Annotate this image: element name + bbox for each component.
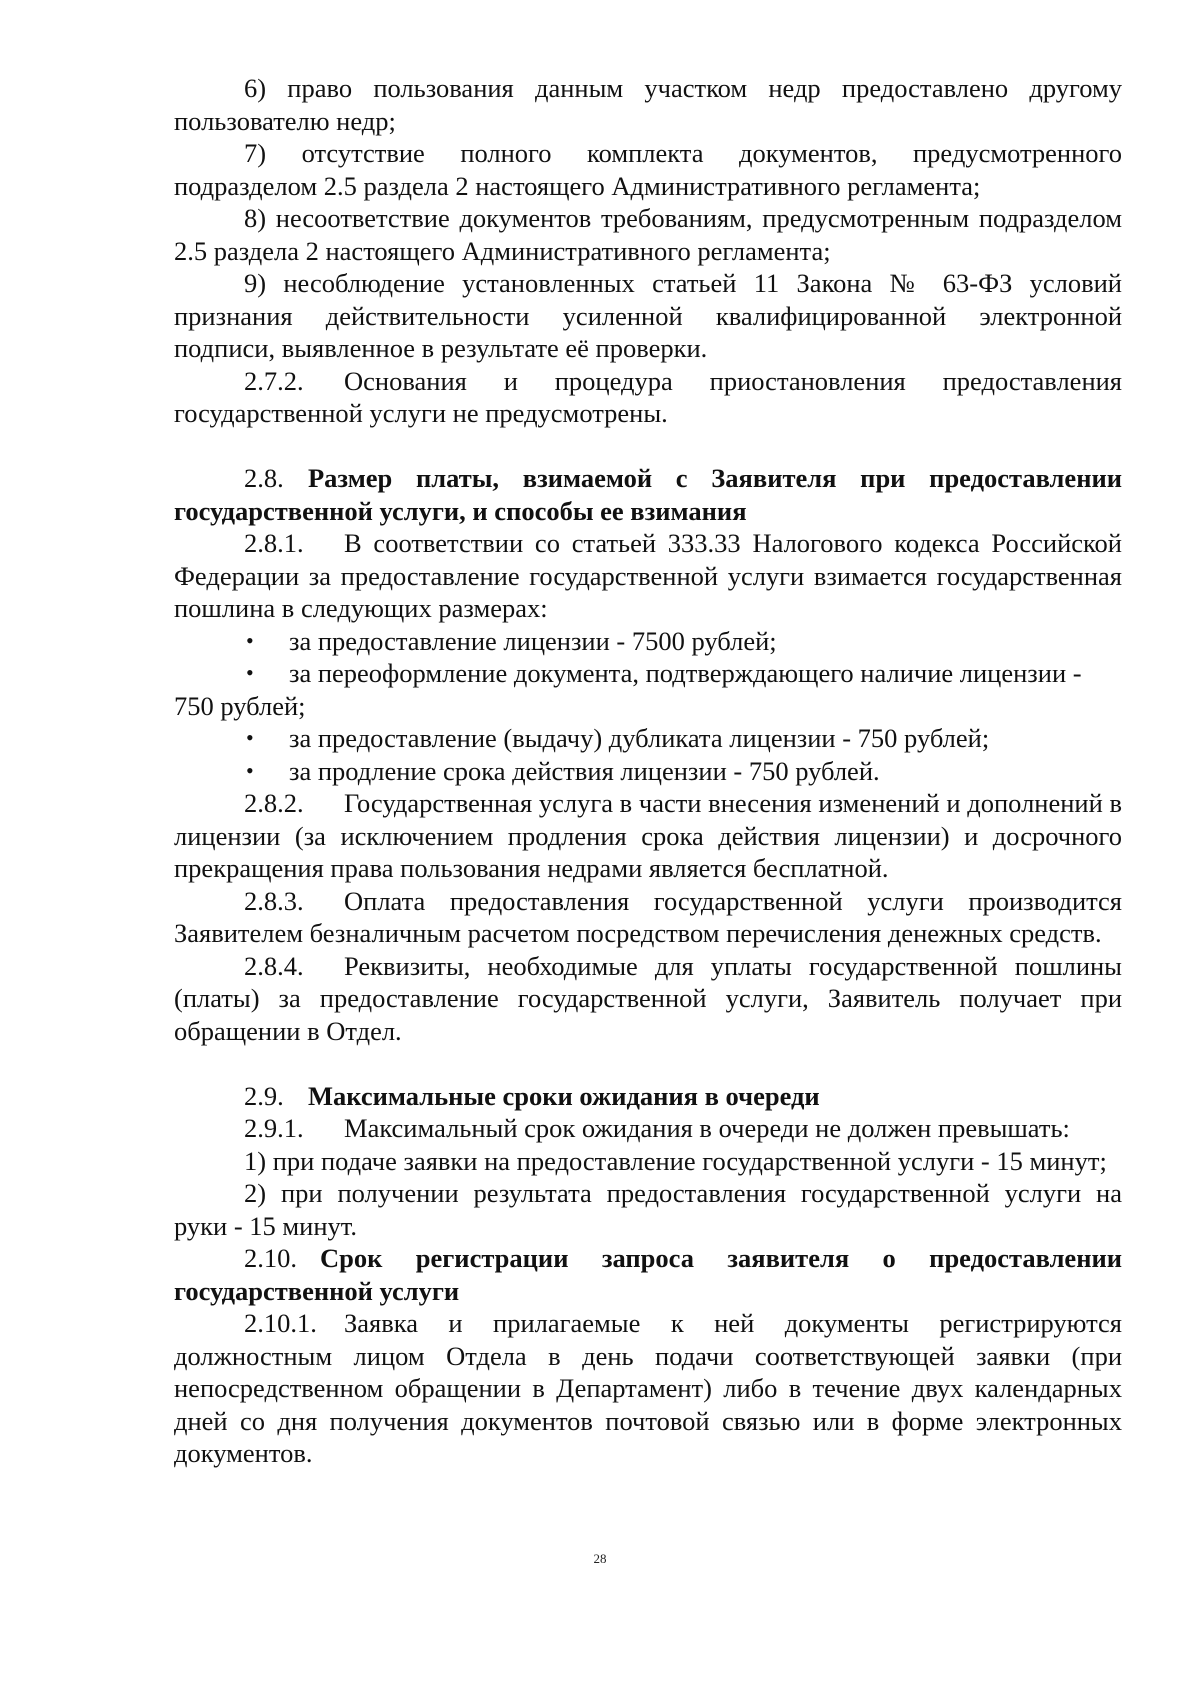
clause-number: 2.10.1. [244,1308,317,1338]
clause-text: Государственная услуга в части внесения изменений и дополнений в лицензии (за исключением продления срока действия лицензии) и досрочного прекращения права пользования недрами является бесплатной. [174,788,1122,883]
paragraph-item-8: 8) несоответствие документов требованиям, предусмотренным подразделом 2.5 раздела 2 настоящего Административного регламента; [174,203,1122,266]
paragraph-item-6: 6) право пользования данным участком недр предоставлено другому пользователю недр; [174,73,1122,136]
fee-list-item [174,657,1122,722]
clause-text: Максимальный срок ожидания в очереди не должен превышать: [344,1113,1070,1143]
fee-list-item [174,625,1122,658]
bullet-icon: • [246,627,254,653]
bullet-icon: • [246,725,254,750]
clause-number: 2.8.4. [244,950,304,981]
paragraph-item-7: 7) отсутствие полного комплекта документов, предусмотренного подразделом 2.5 раздела 2 настоящего Административного регламента; [174,138,1122,201]
paragraph-2-9-1-item-2: 2) при получении результата предоставления государственной услуги на руки - 15 минут. [174,1178,1122,1241]
paragraph-2-9-1 [174,1112,1122,1145]
list-item-text: за предоставление лицензии - 7500 рублей; [289,625,777,656]
clause-text: Оплата предоставления государственной услуги производится Заявителем безналичным расчетом посредством перечисления денежных средств. [174,885,1122,948]
document-page [174,72,1122,1470]
section-number: 2.9. [244,1080,284,1111]
page-number: 28 [593,1551,607,1566]
section-heading-2-9 [174,1080,1122,1113]
clause-text: Основания и процедура приостановления предоставления государственной услуги не предусмотрены. [174,365,1122,428]
section-number: 2.10. [244,1243,297,1273]
clause-number: 2.9.1. [244,1113,304,1143]
section-title: Срок регистрации запроса заявителя о предоставлении государственной услуги [174,1243,1122,1306]
section-title: Размер платы, взимаемой с Заявителя при предоставлении государственной услуги, и способы ее взимания [174,463,1122,526]
paragraph-2-8-4 [174,950,1122,1048]
clause-number: 2.8.2. [244,788,304,818]
paragraph-2-8-1 [174,527,1122,625]
section-title: Максимальные сроки ожидания в очереди [308,1080,820,1111]
paragraph-item-9: 9) несоблюдение установленных статьей 11 Закона № 63-ФЗ условий признания действительности усиленной квалифицированной электронной подписи, выявленное в результате её проверки. [174,268,1122,363]
section-heading-2-8 [174,462,1122,527]
fee-list-item [174,722,1122,755]
clause-text: Реквизиты, необходимые для уплаты государственной пошлины (платы) за предоставление государственной услуги, Заявитель получает при обращении в Отдел. [174,950,1122,1046]
clause-text: В соответствии со статьей 333.33 Налогового кодекса Российской Федерации за предоставление государственной услуги взимается государственная пошлина в следующих размерах: [174,528,1122,623]
paragraph-2-8-2 [174,787,1122,885]
paragraph-2-9-1-item-1: 1) при подаче заявки на предоставление государственной услуги - 15 минут; [244,1145,1107,1176]
section-gap [174,430,1122,463]
list-item-text: за переоформление документа, подтверждающего наличие лицензии - 750 рублей; [174,658,1082,721]
section-number: 2.8. [244,463,284,493]
bullet-icon: • [246,757,254,783]
list-item-text: за предоставление (выдачу) дубликата лицензии - 750 рублей; [289,723,990,753]
clause-text: Заявка и прилагаемые к ней документы регистрируются должностным лицом Отдела в день подачи соответствующей заявки (при непосредственном обращении в Департамент) либо в течение двух календарных дней со дня получения документов почтовой связью или в форме электронных документов. [174,1308,1122,1468]
paragraph-2-7-2 [174,365,1122,430]
clause-number: 2.8.1. [244,528,304,558]
section-gap [174,1047,1122,1080]
paragraph-2-8-3 [174,885,1122,950]
clause-number: 2.7.2. [244,365,304,396]
clause-number: 2.8.3. [244,885,304,916]
list-item-text: за продление срока действия лицензии - 750 рублей. [289,755,880,786]
section-heading-2-10 [174,1242,1122,1307]
paragraph-2-10-1 [174,1307,1122,1470]
fee-list-item [174,755,1122,788]
bullet-icon: • [246,660,254,685]
